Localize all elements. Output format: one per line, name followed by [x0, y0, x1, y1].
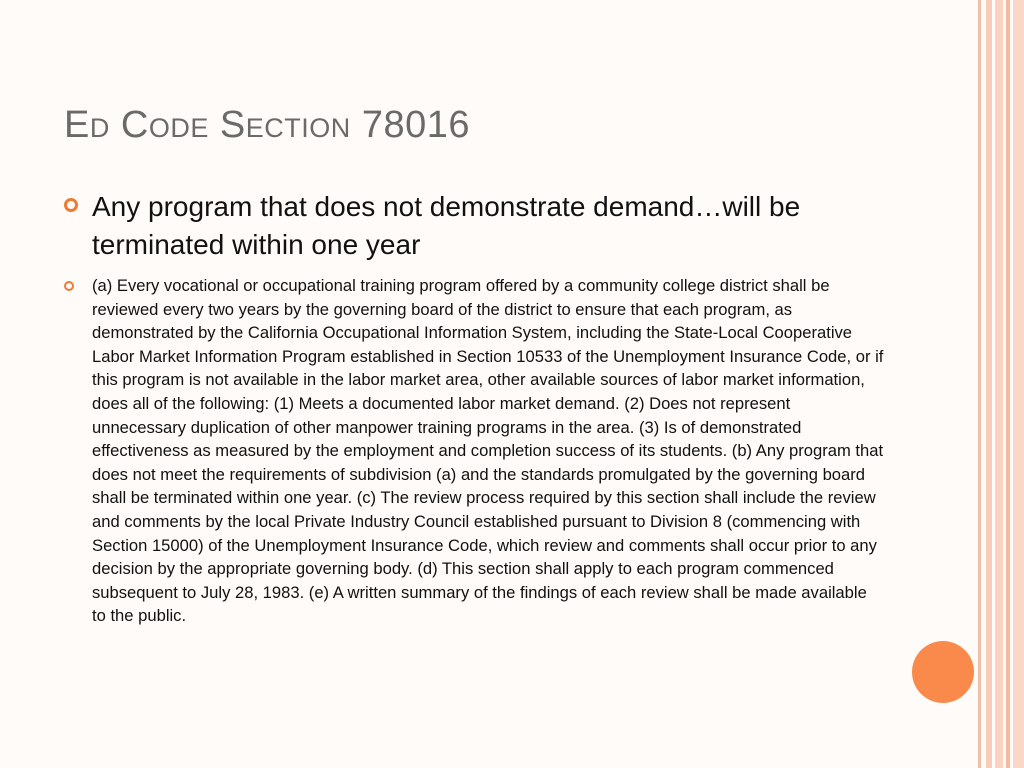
bullet-item [64, 274, 884, 628]
stripe [986, 0, 992, 768]
circle-bullet-icon [64, 281, 74, 291]
circle-bullet-icon [64, 198, 78, 212]
bullet-text: (a) Every vocational or occupational training program offered by a community college district shall be reviewed every two years by the governing board of the district to ensure that each program, as demonstrated by the California Occupational Information System, including the State-Local Cooperative Labor Market Information Program established in Section 10533 of the Unemployment Insurance Code, or if this program is not available in the labor market area, other available sources of labor market information, does all of the following: (1) Meets a documented labor market demand. (2) Does not represent unnecessary duplication of other manpower training programs in the area. (3) Is of demonstrated effectiveness as measured by the employment and completion success of its students. (b) Any program that does not meet the requirements of subdivision (a) and the standards promulgated by the governing board shall be terminated within one year. (c) The review process required by this section shall include the review and comments by the local Private Industry Council established pursuant to Division 8 (commencing with Section 15000) of the Unemployment Insurance Code, which review and comments shall occur prior to any decision by the appropriate governing body. (d) This section shall apply to each program commenced subsequent to July 28, 1983. (e) A written summary of the findings of each review shall be made available to the public. [92, 276, 884, 626]
decorative-stripes [978, 0, 1024, 768]
decorative-circle [912, 641, 974, 703]
bullet-item [64, 188, 884, 264]
stripe [995, 0, 1003, 768]
bullet-text: Any program that does not demonstrate demand…will be terminated within one year [92, 191, 801, 260]
stripe [1013, 0, 1024, 768]
stripe [1006, 0, 1010, 768]
slide-title: Ed Code Section 78016 [64, 104, 470, 146]
slide-body [64, 188, 884, 628]
stripe [978, 0, 981, 768]
